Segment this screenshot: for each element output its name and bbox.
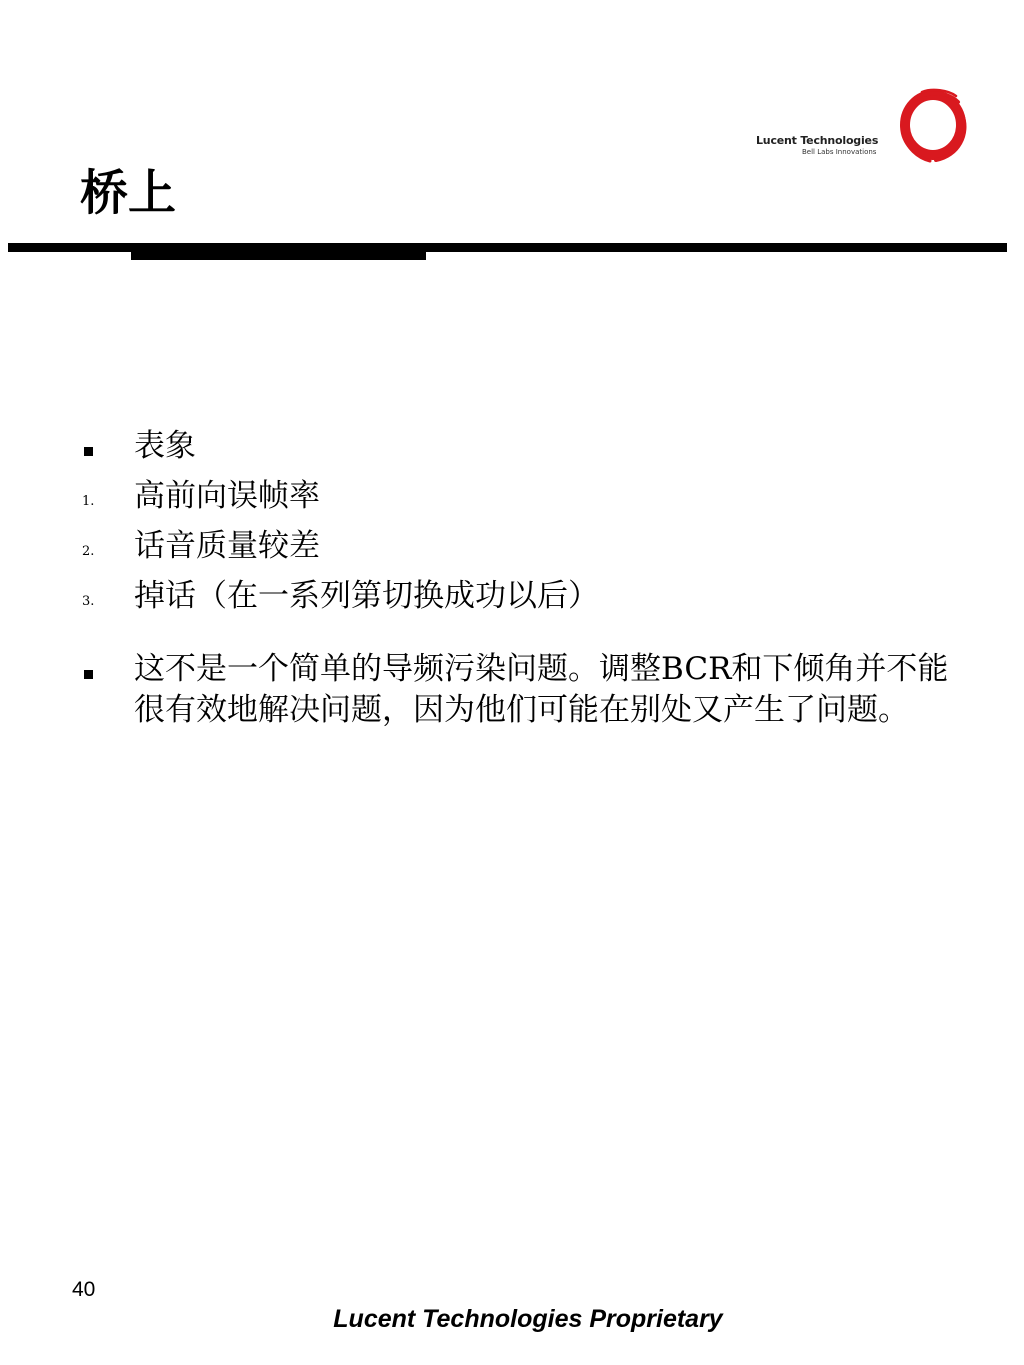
innovation-ring-icon — [892, 84, 974, 166]
list-item — [80, 525, 960, 567]
footer-proprietary-notice: Lucent Technologies Proprietary — [333, 1305, 723, 1333]
square-bullet-icon — [80, 425, 100, 467]
square-bullet-icon — [80, 649, 100, 690]
slide-body — [80, 425, 960, 739]
conclusion-text: 这不是一个简单的导频污染问题。调整BCR和下倾角并不能很有效地解决问题，因为他们可能在别处又产生了问题。 — [134, 651, 949, 728]
logo-name: Lucent Technologies — [756, 134, 879, 147]
slide-title: 桥上 — [80, 165, 177, 221]
list-item-text: 高前向误帧率 — [134, 478, 320, 514]
title-underline-accent — [131, 252, 426, 260]
list-item-number: 2. — [82, 544, 95, 559]
title-divider — [8, 243, 1007, 252]
list-item — [80, 475, 960, 517]
list-item-number: 3. — [82, 594, 95, 609]
logo-wordmark — [756, 134, 878, 156]
section-heading-text: 表象 — [134, 428, 196, 464]
page-number: 40 — [72, 1278, 96, 1301]
list-item — [80, 575, 960, 617]
company-logo — [750, 84, 980, 166]
list-item-text: 掉话（在一系列第切换成功以后） — [134, 578, 599, 614]
logo-tagline: Bell Labs Innovations — [802, 148, 877, 156]
section-heading — [80, 425, 960, 467]
list-item-number: 1. — [82, 494, 95, 509]
conclusion-paragraph — [80, 649, 960, 731]
list-item-text: 话音质量较差 — [134, 528, 320, 564]
